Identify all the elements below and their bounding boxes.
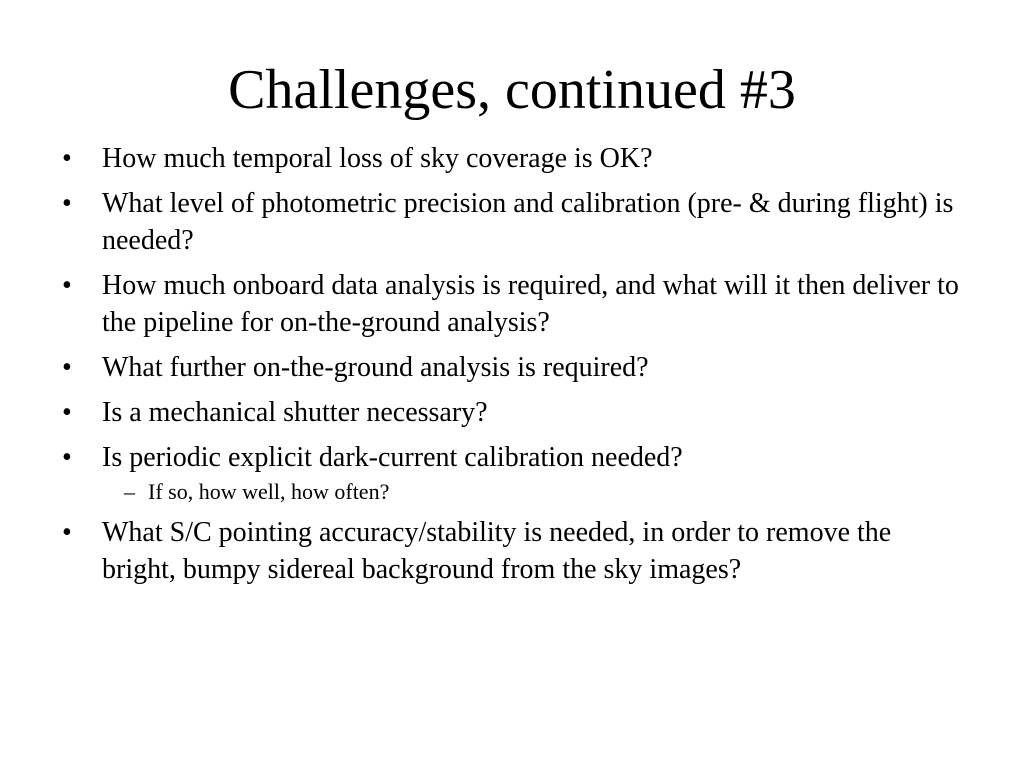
bullet-text: Is periodic explicit dark-current calibration needed?: [102, 442, 683, 473]
bullet-item: [62, 439, 962, 506]
bullet-text: What level of photometric precision and calibration (pre- & during flight) is needed?: [102, 188, 954, 256]
bullet-marker: •: [62, 442, 72, 473]
bullet-item: [62, 514, 962, 588]
sub-bullet-text: If so, how well, how often?: [148, 479, 390, 504]
bullet-marker: •: [62, 352, 72, 383]
bullet-list: [62, 140, 962, 596]
bullet-marker: •: [62, 188, 72, 219]
bullet-text: Is a mechanical shutter necessary?: [102, 397, 488, 428]
bullet-marker: •: [62, 517, 72, 548]
bullet-item: [62, 349, 962, 386]
bullet-item: [62, 394, 962, 431]
bullet-text: How much temporal loss of sky coverage is OK?: [102, 143, 653, 174]
bullet-marker: •: [62, 143, 72, 174]
bullet-item: [62, 140, 962, 177]
bullet-item: [62, 185, 962, 259]
sub-bullet-marker: –: [124, 479, 135, 504]
bullet-text: What S/C pointing accuracy/stability is needed, in order to remove the bright, bumpy sidereal background from the sky images?: [102, 517, 892, 585]
slide-title: Challenges, continued #3: [228, 59, 796, 121]
bullet-text: What further on-the-ground analysis is required?: [102, 352, 649, 383]
sub-bullet-item: [124, 478, 962, 506]
bullet-item: [62, 267, 962, 341]
bullet-marker: •: [62, 270, 72, 301]
sub-bullet-list: [102, 478, 962, 506]
bullet-marker: •: [62, 397, 72, 428]
bullet-text: How much onboard data analysis is required, and what will it then deliver to the pipeline for on-the-ground analysis?: [102, 270, 959, 338]
